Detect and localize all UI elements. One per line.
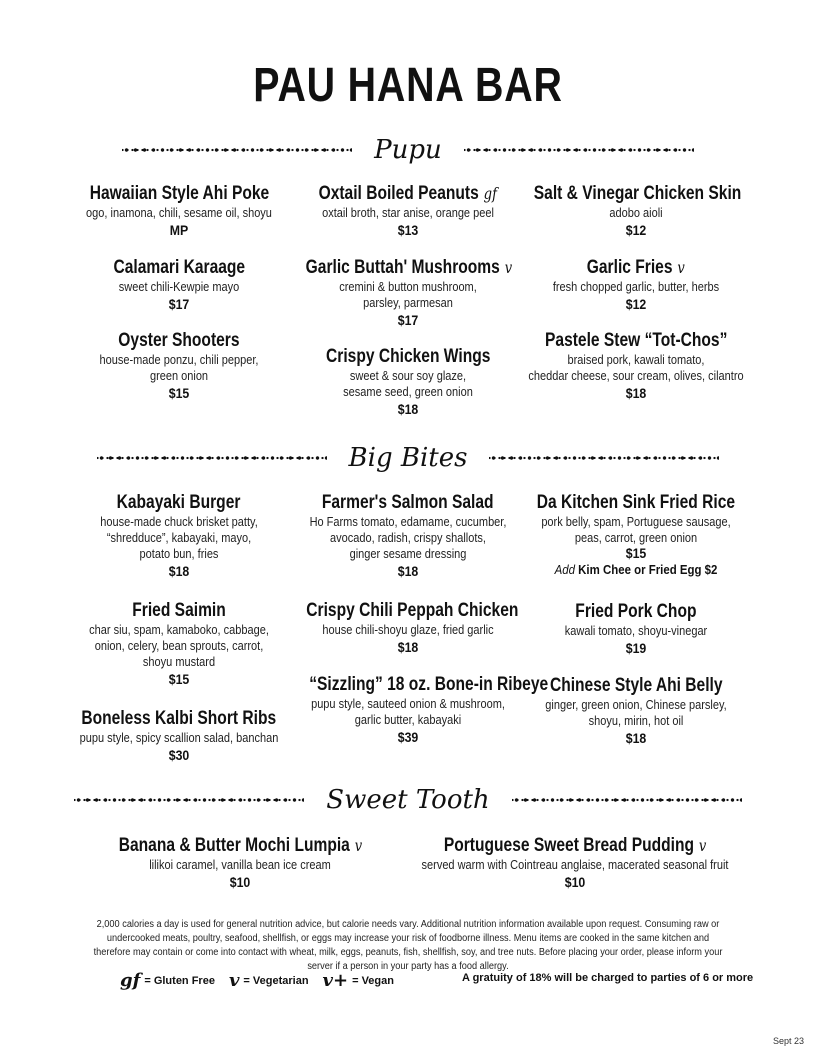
- menu-item-garlic-fries: [511, 257, 761, 313]
- vegan-icon: v+: [322, 970, 349, 991]
- dot-divider-left: [97, 454, 327, 462]
- menu-item-mushrooms: [283, 257, 533, 329]
- menu-item-pastele-stew: [496, 330, 776, 402]
- item-price: $10: [564, 874, 586, 890]
- item-name: Fried Pork Chop: [575, 601, 697, 622]
- item-desc: sweet chili-Kewpie mayo: [118, 280, 240, 294]
- item-desc: onion, celery, bean sprouts, carrot,: [94, 639, 264, 653]
- menu-item-bread-pudding: [400, 835, 750, 891]
- item-price: $15: [168, 385, 190, 401]
- item-price: $13: [397, 222, 419, 238]
- vegetarian-icon: v: [677, 258, 686, 277]
- item-desc: peas, carrot, green onion: [574, 531, 698, 545]
- item-desc: avocado, radish, crispy shallots,: [330, 531, 486, 545]
- section-header-pupu: [0, 130, 816, 170]
- item-name: Boneless Kalbi Short Ribs: [81, 708, 277, 729]
- item-name: Hawaiian Style Ahi Poke: [89, 183, 269, 204]
- item-price: $17: [168, 296, 190, 312]
- item-addon: Add Kim Chee or Fried Egg $2: [554, 562, 718, 577]
- item-desc: “shredduce”, kabayaki, mayo,: [106, 531, 252, 545]
- dietary-legend: [120, 970, 408, 991]
- menu-item-kalbi: [44, 708, 314, 764]
- item-price: $12: [625, 296, 647, 312]
- item-price: $17: [397, 312, 419, 328]
- item-desc: potato bun, fries: [139, 547, 219, 561]
- vegetarian-icon: v: [354, 836, 362, 855]
- menu-item-mochi-lumpia: [90, 835, 390, 891]
- menu-item-fried-saimin: [54, 600, 304, 688]
- menu-title: PAU HANA BAR: [253, 59, 563, 112]
- vegetarian-icon: v: [228, 970, 240, 991]
- item-price: $10: [229, 874, 251, 890]
- gluten-free-icon: gf: [483, 184, 498, 203]
- item-desc: house-made ponzu, chili pepper,: [99, 353, 259, 367]
- gluten-free-icon: gf: [120, 970, 141, 991]
- menu-version: Sept 23: [772, 1036, 804, 1046]
- menu-item-ribeye: [283, 674, 549, 746]
- item-desc: ogo, inamona, chili, sesame oil, shoyu: [86, 206, 272, 220]
- dot-divider-left: [122, 146, 352, 154]
- nutrition-disclaimer: 2,000 calories a day is used for general nutrition advice, but calorie needs vary. Additional nutrition information available upon request. Consuming raw or undercooked meats, poultry, seafood, shellfish, or eggs may increase your risk of foodborne illness. Menu items are cooked in the same kitchen and therefore may contain or come into contact with wheat, milk, eggs, peanuts, fish, shellfish, soy, and tree nuts. Before placing your order, please inform your server if a person in your party has a food allergy.: [93, 919, 723, 972]
- item-name: Banana & Butter Mochi Lumpia v: [118, 835, 362, 856]
- item-price: $18: [168, 563, 190, 579]
- menu-item-pork-chop: [511, 601, 761, 657]
- legend-vegan: v+ = Vegan: [322, 970, 394, 991]
- item-price: $18: [397, 639, 419, 655]
- menu-item-calamari: [54, 257, 304, 313]
- item-desc: ginger sesame dressing: [349, 547, 467, 561]
- item-name: Crispy Chili Peppah Chicken: [306, 600, 519, 621]
- item-name: Crispy Chicken Wings: [325, 346, 491, 367]
- item-desc: ginger, green onion, Chinese parsley,: [545, 698, 727, 712]
- item-desc: fresh chopped garlic, butter, herbs: [552, 280, 720, 294]
- item-name: Garlic Buttah' Mushrooms v: [305, 257, 513, 278]
- item-desc: adobo aioli: [609, 206, 663, 220]
- menu-item-oxtail-peanuts: [283, 183, 533, 239]
- item-name: Farmer's Salmon Salad: [322, 492, 494, 513]
- vegetarian-icon: v: [504, 258, 513, 277]
- item-desc: lilikoi caramel, vanilla bean ice cream: [149, 858, 331, 872]
- item-name: Portuguese Sweet Bread Pudding v: [443, 835, 707, 856]
- item-desc: braised pork, kawali tomato,: [567, 353, 705, 367]
- menu-item-salmon-salad: [283, 492, 533, 580]
- item-desc: house-made chuck brisket patty,: [100, 515, 258, 529]
- dot-divider-right: [512, 796, 742, 804]
- item-price: $18: [625, 730, 647, 746]
- section-title-pupu: Pupu: [374, 135, 442, 165]
- item-price: $12: [625, 222, 647, 238]
- menu-item-fried-rice: [511, 492, 761, 578]
- item-desc: sweet & sour soy glaze,: [349, 369, 467, 383]
- section-header-big-bites: [0, 438, 816, 478]
- item-desc: garlic butter, kabayaki: [354, 713, 462, 727]
- item-price: $15: [625, 545, 647, 561]
- item-desc: green onion: [149, 369, 209, 383]
- item-name: “Sizzling” 18 oz. Bone-in Ribeye: [309, 674, 549, 695]
- item-price: $19: [625, 640, 647, 656]
- section-header-sweet-tooth: [0, 780, 816, 820]
- dot-divider-right: [489, 454, 719, 462]
- item-price: $18: [625, 385, 647, 401]
- item-desc: pupu style, spicy scallion salad, banchan: [79, 731, 279, 745]
- item-price: MP: [169, 222, 189, 238]
- item-desc: served warm with Cointreau anglaise, macerated seasonal fruit: [421, 858, 729, 872]
- item-desc: pupu style, sauteed onion & mushroom,: [311, 697, 505, 711]
- section-title-sweet-tooth: Sweet Tooth: [326, 785, 490, 815]
- item-desc: oxtail broth, star anise, orange peel: [322, 206, 494, 220]
- item-name: Oxtail Boiled Peanuts gf: [318, 183, 498, 204]
- item-name: Chinese Style Ahi Belly: [549, 675, 723, 696]
- item-name: Pastele Stew “Tot-Chos”: [544, 330, 728, 351]
- gratuity-note: A gratuity of 18% will be charged to parties of 6 or more: [462, 972, 754, 984]
- section-title-big-bites: Big Bites: [348, 443, 468, 473]
- item-name: Garlic Fries v: [586, 257, 686, 278]
- legend-vegetarian: v = Vegetarian: [228, 970, 309, 991]
- vegetarian-icon: v: [698, 836, 707, 855]
- item-desc: shoyu, mirin, hot oil: [588, 714, 684, 728]
- item-price: $18: [397, 401, 419, 417]
- item-name: Da Kitchen Sink Fried Rice: [536, 492, 736, 513]
- menu-item-kabayaki-burger: [54, 492, 304, 580]
- item-desc: parsley, parmesan: [363, 296, 453, 310]
- item-name: Fried Saimin: [132, 600, 226, 621]
- dot-divider-right: [464, 146, 694, 154]
- item-price: $18: [397, 563, 419, 579]
- menu-item-chicken-skin: [511, 183, 761, 239]
- item-desc: cremini & button mushroom,: [339, 280, 477, 294]
- item-name: Calamari Karaage: [113, 257, 245, 278]
- item-desc: sesame seed, green onion: [343, 385, 473, 399]
- item-desc: char siu, spam, kamaboko, cabbage,: [89, 623, 269, 637]
- menu-item-oyster-shooters: [54, 330, 304, 402]
- item-desc: cheddar cheese, sour cream, olives, cilantro: [528, 369, 744, 383]
- item-desc: Ho Farms tomato, edamame, cucumber,: [309, 515, 507, 529]
- item-desc: house chili-shoyu glaze, fried garlic: [322, 623, 494, 637]
- legend-gluten-free: gf = Gluten Free: [120, 970, 215, 991]
- item-price: $39: [397, 729, 419, 745]
- dot-divider-left: [74, 796, 304, 804]
- item-name: Oyster Shooters: [118, 330, 240, 351]
- menu-item-ahi-belly: [511, 675, 761, 747]
- menu-item-ahi-poke: [54, 183, 304, 239]
- item-desc: shoyu mustard: [142, 655, 216, 669]
- item-price: $15: [168, 671, 190, 687]
- item-desc: kawali tomato, shoyu-vinegar: [564, 624, 708, 638]
- item-name: Salt & Vinegar Chicken Skin: [533, 183, 742, 204]
- menu-item-peppah-chicken: [283, 600, 533, 656]
- item-desc: pork belly, spam, Portuguese sausage,: [541, 515, 731, 529]
- item-name: Kabayaki Burger: [117, 492, 241, 513]
- item-price: $30: [168, 747, 190, 763]
